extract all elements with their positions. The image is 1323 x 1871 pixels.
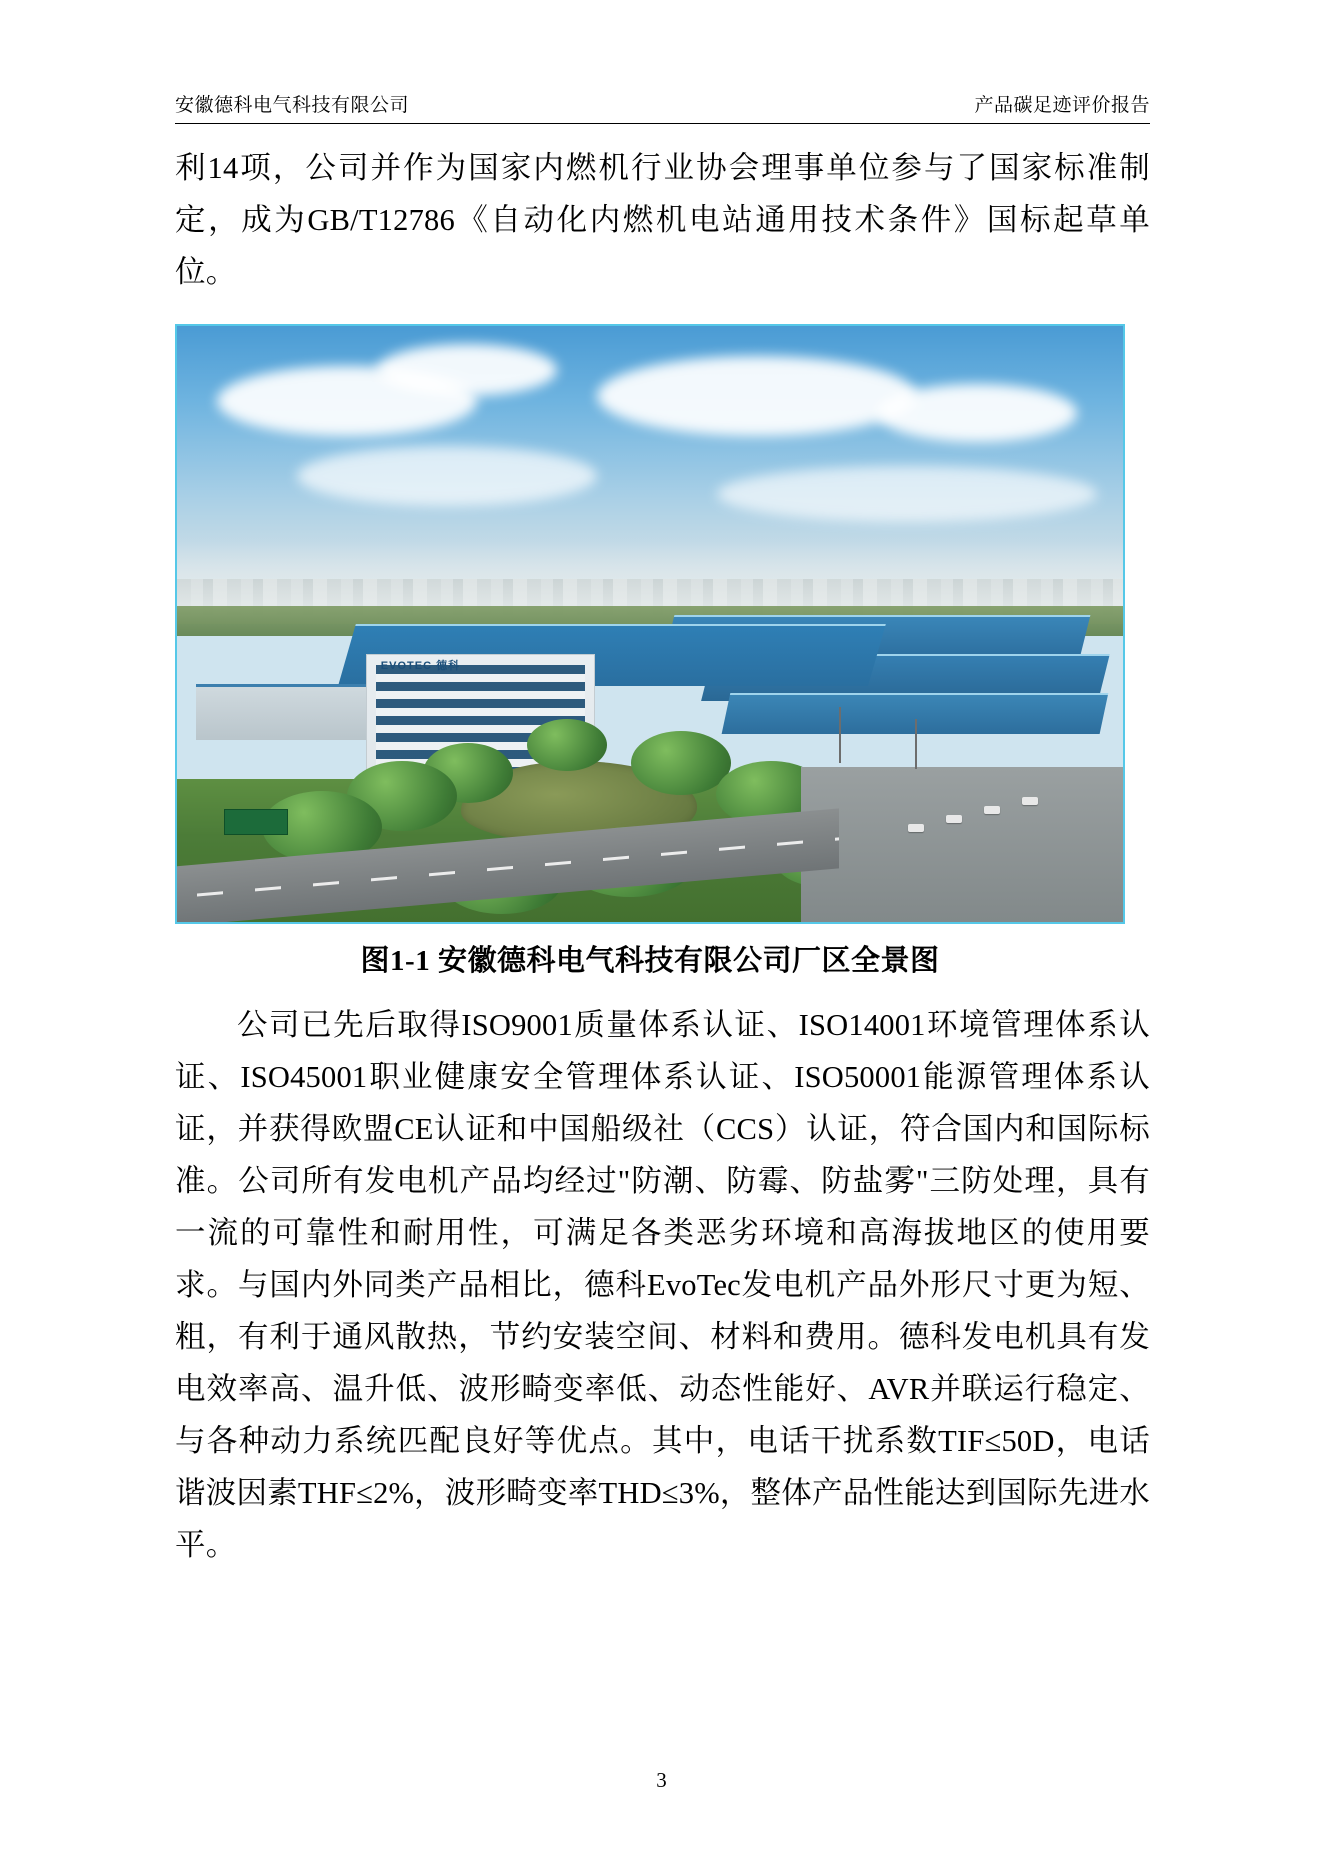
- parked-car: [946, 815, 962, 823]
- cloud-shape: [297, 446, 597, 506]
- auxiliary-building: [196, 684, 366, 741]
- utility-pole: [839, 707, 841, 763]
- parked-car: [908, 824, 924, 832]
- tree-cluster: [527, 719, 607, 771]
- tree-cluster: [631, 731, 731, 795]
- parked-car: [984, 806, 1000, 814]
- cloud-shape: [877, 384, 1077, 442]
- body-block: [175, 999, 1150, 1571]
- figure-block: [175, 324, 1125, 979]
- page-number: 3: [656, 1768, 667, 1792]
- paragraph-certifications: 公司已先后取得ISO9001质量体系认证、ISO14001环境管理体系认证、ISO45001职业健康安全管理体系认证、ISO50001能源管理体系认证，并获得欧盟CE认证和中国船级社（CCS）认证，符合国内和国际标准。公司所有发电机产品均经过"防潮、防霉、防盐雾"三防处理，具有一流的可靠性和耐用性，可满足各类恶劣环境和高海拔地区的使用要求。与国内外同类产品相比，德科EvoTec发电机产品外形尺寸更为短、粗，有利于通风散热，节约安装空间、材料和费用。德科发电机具有发电效率高、温升低、波形畸变率低、动态性能好、AVR并联运行稳定、与各种动力系统匹配良好等优点。其中，电话干扰系数TIF≤50D，电话谐波因素THF≤2%，波形畸变率THD≤3%，整体产品性能达到国际先进水平。: [175, 1008, 1150, 1562]
- paragraph-intro: 利14项，公司并作为国家内燃机行业协会理事单位参与了国家标准制定，成为GB/T12786《自动化内燃机电站通用技术条件》国标起草单位。: [175, 151, 1150, 289]
- parked-car: [1022, 797, 1038, 805]
- building-logo-text: EVOTEC 德科: [380, 660, 461, 673]
- page-header: [175, 90, 1150, 124]
- figure-caption: 图1-1 安徽德科电气科技有限公司厂区全景图: [360, 945, 940, 977]
- road-sign: [224, 809, 288, 835]
- cloud-shape: [377, 344, 557, 396]
- factory-panorama-photo: [177, 326, 1123, 922]
- page-content: [175, 90, 1150, 1571]
- header-report-title: 产品碳足迹评价报告: [974, 95, 1150, 116]
- parking-yard: [801, 767, 1123, 922]
- figure-image-frame: [175, 324, 1125, 924]
- cloud-shape: [717, 466, 1097, 522]
- header-company-name: 安徽德科电气科技有限公司: [175, 95, 410, 116]
- utility-pole: [915, 719, 917, 769]
- cloud-shape: [597, 356, 917, 436]
